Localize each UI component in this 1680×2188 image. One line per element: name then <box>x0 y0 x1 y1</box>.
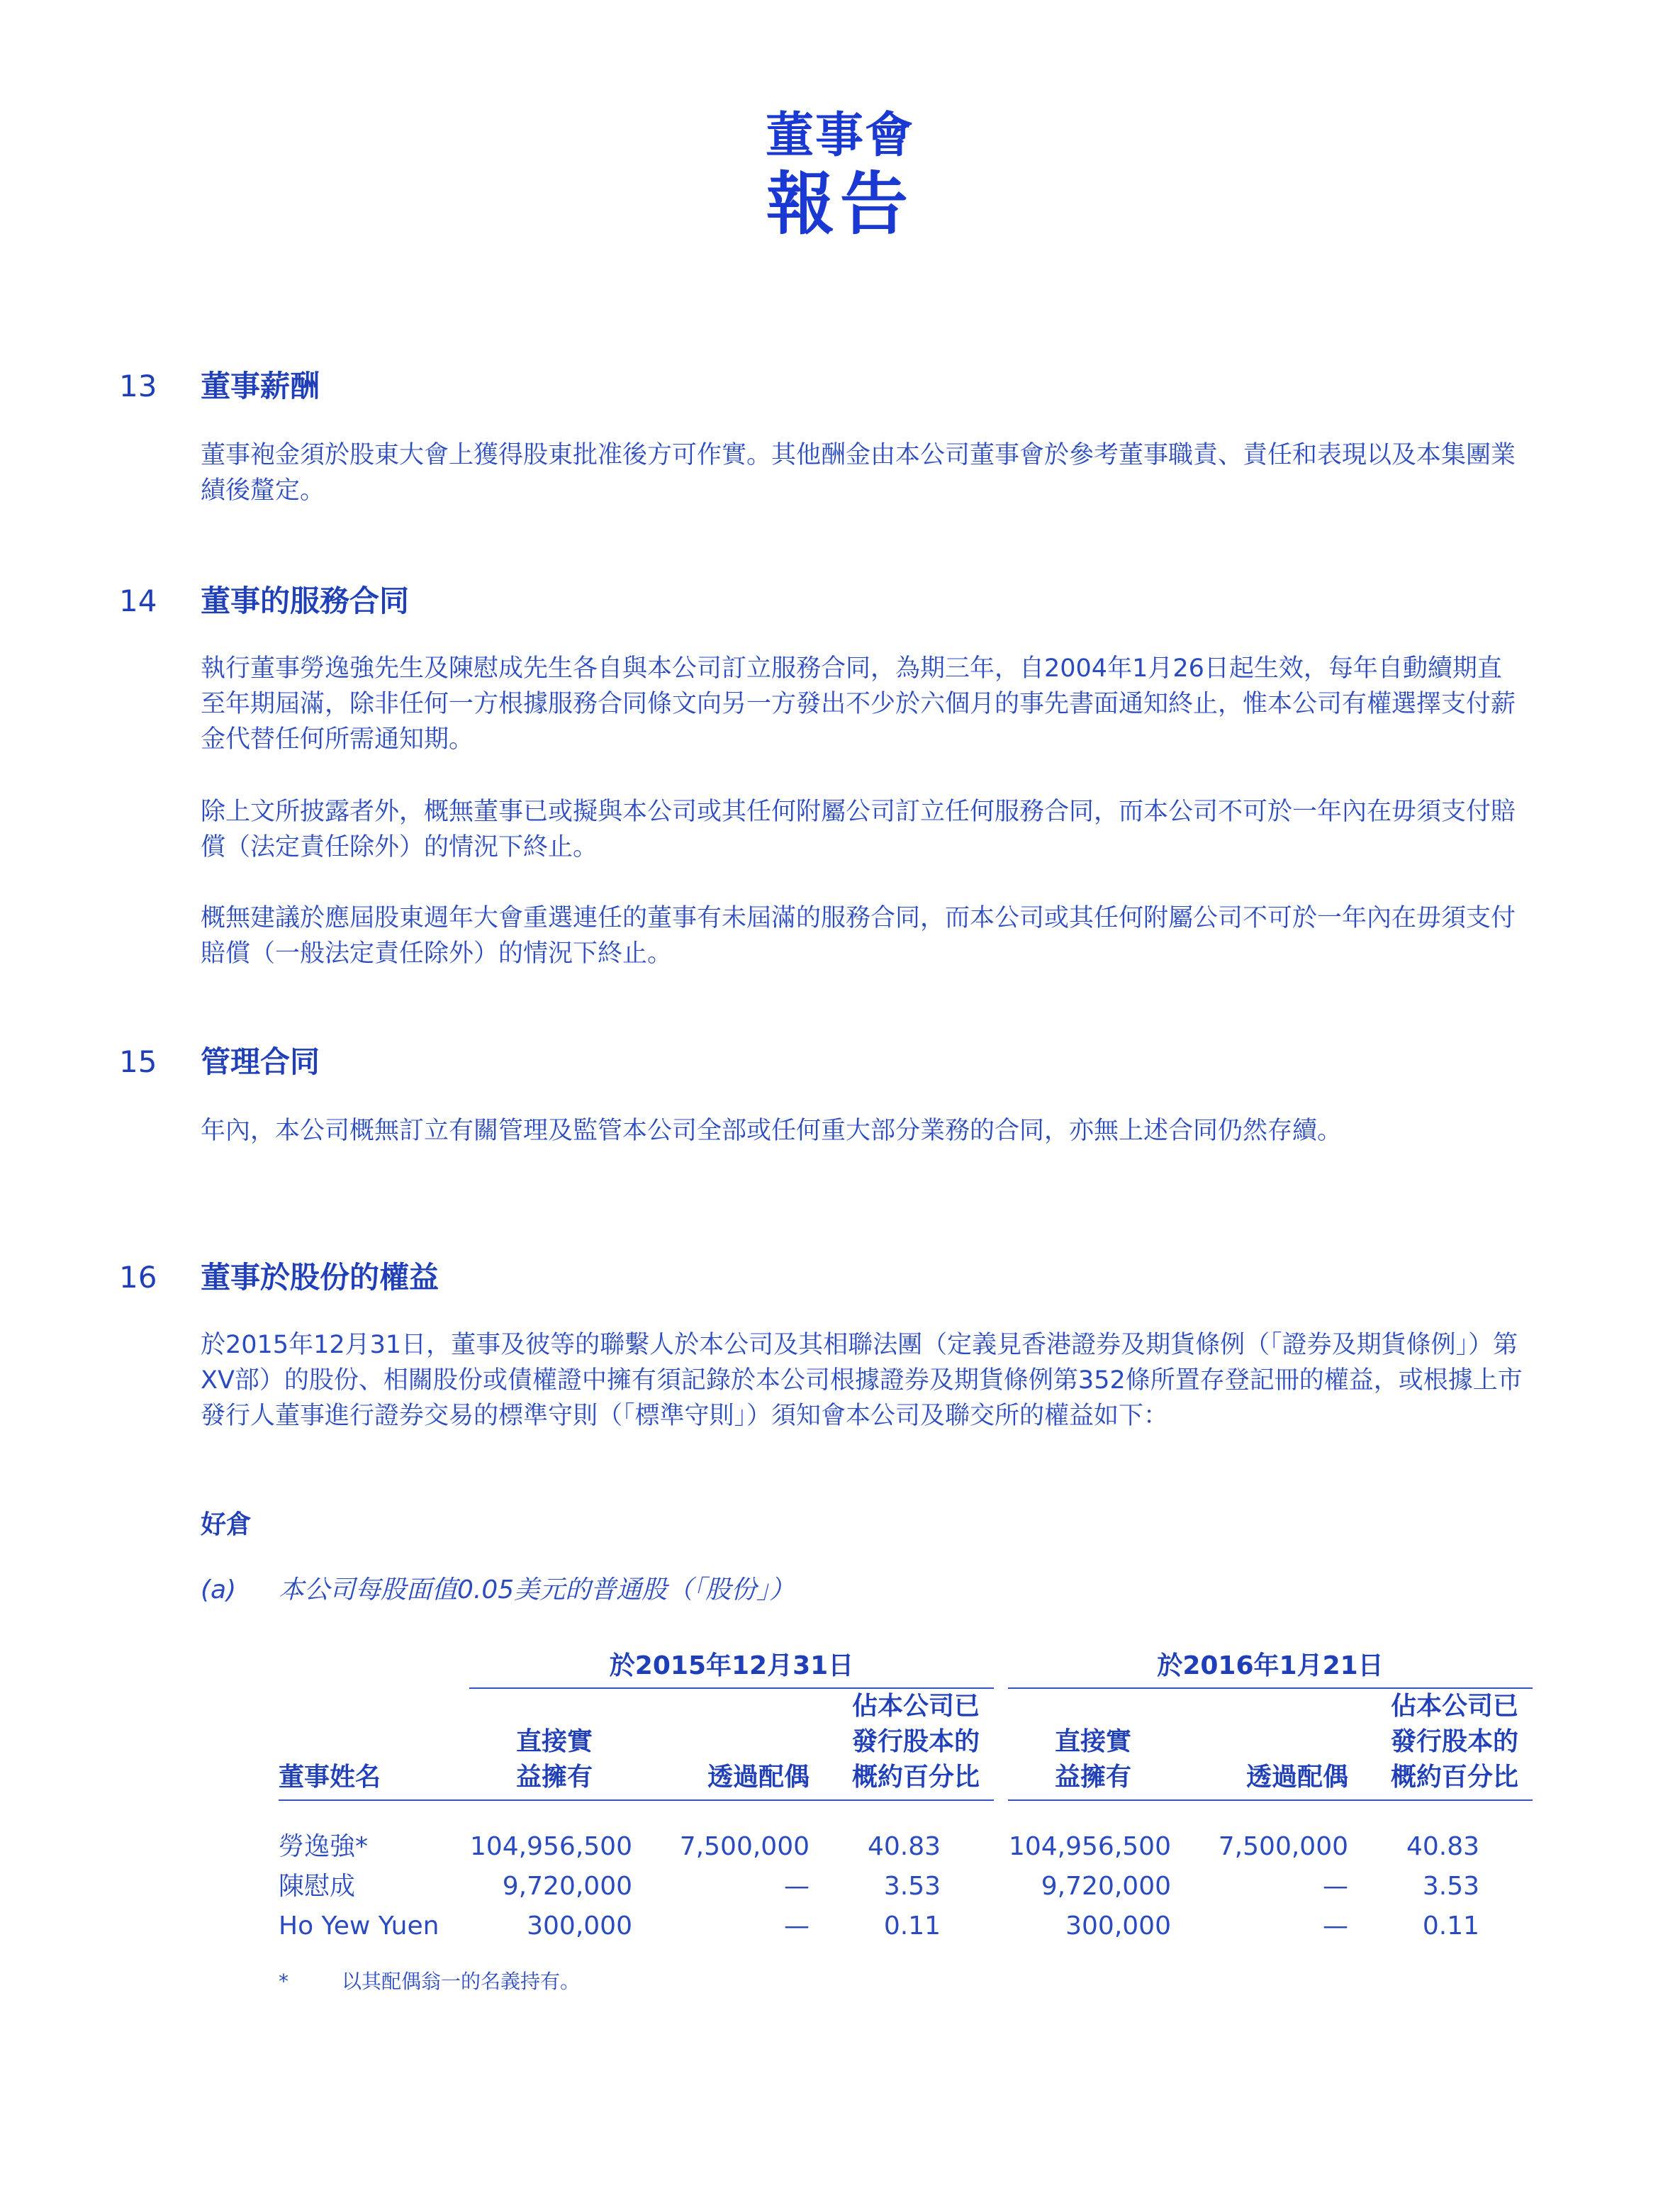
header-direct-2b: 益擁有 <box>1054 1763 1131 1792</box>
header-spouse-2: 透過配偶 <box>1245 1763 1348 1792</box>
header-pct-2c: 概約百分比 <box>1390 1763 1518 1792</box>
item-text: 本公司每股面值0.05美元的普通股（「股份」） <box>279 1575 795 1604</box>
section-heading <box>0 1041 1680 1083</box>
header-pct-1c: 概約百分比 <box>851 1763 980 1792</box>
position-label: 好倉 <box>201 1510 252 1539</box>
row-pct-2: 3.53 <box>1422 1872 1479 1901</box>
section-number: 13 <box>119 369 157 403</box>
row-direct-1: 300,000 <box>527 1911 632 1941</box>
header-rule <box>1008 1799 1533 1801</box>
section-title: 董事於股份的權益 <box>201 1260 439 1295</box>
section-heading <box>0 580 1680 623</box>
paragraph: 董事袍金須於股東大會上獲得股東批准後方可作實。其他酬金由本公司董事會於參考董事職責、責任和表現以及本集團業績後釐定。 <box>201 441 1516 505</box>
footnote-mark: * <box>279 1970 289 1993</box>
section-heading <box>0 1256 1680 1299</box>
row-spouse-2: — <box>1323 1872 1348 1901</box>
header-pct-2b: 發行股本的 <box>1390 1727 1518 1756</box>
title-line-2: 報告 <box>766 164 914 244</box>
row-pct-2: 0.11 <box>1422 1911 1479 1941</box>
paragraph: 除上文所披露者外，概無董事已或擬與本公司或其任何附屬公司訂立任何服務合同，而本公司不可於一年內在毋須支付賠償（法定責任除外）的情況下終止。 <box>201 798 1516 861</box>
row-direct-1: 104,956,500 <box>469 1832 632 1861</box>
row-spouse-2: 7,500,000 <box>1218 1832 1348 1861</box>
row-name: 勞逸強* <box>279 1832 369 1861</box>
row-direct-2: 9,720,000 <box>1041 1872 1171 1901</box>
page-title <box>0 106 1680 242</box>
section-number: 14 <box>119 584 157 618</box>
group-header-2016: 於2016年1月21日 <box>1157 1651 1384 1680</box>
header-pct-1b: 發行股本的 <box>851 1727 980 1756</box>
row-pct-1: 0.11 <box>883 1911 941 1941</box>
section-13 <box>0 365 1680 505</box>
row-direct-2: 300,000 <box>1065 1911 1171 1941</box>
header-direct-2a: 直接實 <box>1054 1727 1131 1756</box>
row-name: Ho Yew Yuen <box>279 1911 439 1941</box>
row-direct-2: 104,956,500 <box>1008 1832 1171 1861</box>
item-a <box>201 1573 795 1608</box>
section-title: 管理合同 <box>201 1044 320 1079</box>
footnote-text: 以其配偶翁一的名義持有。 <box>342 1970 581 1993</box>
paragraph: 執行董事勞逸強先生及陳慰成先生各自與本公司訂立服務合同，為期三年，自2004年1月26日起生效，每年自動續期直至年期屆滿，除非任何一方根據服務合同條文向另一方發出不少於六個月的事先書面通知終止，惟本公司有權選擇支付薪金代替任何所需通知期。 <box>201 654 1516 754</box>
header-pct-2a: 佔本公司已 <box>1390 1692 1518 1721</box>
row-spouse-1: 7,500,000 <box>679 1832 810 1861</box>
group-header-2015: 於2015年12月31日 <box>609 1651 854 1680</box>
section-heading <box>0 365 1680 408</box>
item-label: (a) <box>201 1575 237 1604</box>
row-pct-1: 40.83 <box>867 1832 941 1861</box>
row-pct-1: 3.53 <box>883 1872 941 1901</box>
header-pct-1a: 佔本公司已 <box>851 1692 980 1721</box>
header-direct-1b: 益擁有 <box>515 1763 593 1792</box>
row-name: 陳慰成 <box>279 1872 356 1901</box>
header-rule <box>279 1799 994 1801</box>
section-14 <box>0 580 1680 968</box>
section-title: 董事薪酬 <box>201 369 320 403</box>
paragraph: 年內，本公司概無訂立有關管理及監管本公司全部或任何重大部分業務的合同，亦無上述合同仍然存續。 <box>201 1117 1343 1145</box>
section-number: 15 <box>119 1044 157 1079</box>
row-spouse-1: — <box>784 1872 810 1901</box>
section-title: 董事的服務合同 <box>201 584 410 618</box>
title-line-1: 董事會 <box>765 108 914 164</box>
header-direct-1a: 直接實 <box>515 1727 593 1756</box>
paragraph: 概無建議於應屆股東週年大會重選連任的董事有未屆滿的服務合同，而本公司或其任何附屬公司不可於一年內在毋須支付賠償（一般法定責任除外）的情況下終止。 <box>201 904 1516 968</box>
section-number: 16 <box>119 1260 157 1295</box>
header-name: 董事姓名 <box>279 1763 381 1792</box>
section-16 <box>0 1256 1680 1430</box>
section-15 <box>0 1041 1680 1145</box>
row-spouse-1: — <box>784 1911 810 1941</box>
header-spouse-1: 透過配偶 <box>707 1763 810 1792</box>
row-pct-2: 40.83 <box>1406 1832 1479 1861</box>
row-spouse-2: — <box>1323 1911 1348 1941</box>
paragraph: 於2015年12月31日，董事及彼等的聯繫人於本公司及其相聯法團（定義見香港證券及期貨條例（「證券及期貨條例」）第XV部）的股份、相關股份或債權證中擁有須記錄於本公司根據證券及期貨條例第352條所置存登記冊的權益，或根據上市發行人董事進行證券交易的標準守則（「標準守則」）須知會本公司及聯交所的權益如下： <box>201 1331 1523 1430</box>
row-direct-1: 9,720,000 <box>502 1872 632 1901</box>
